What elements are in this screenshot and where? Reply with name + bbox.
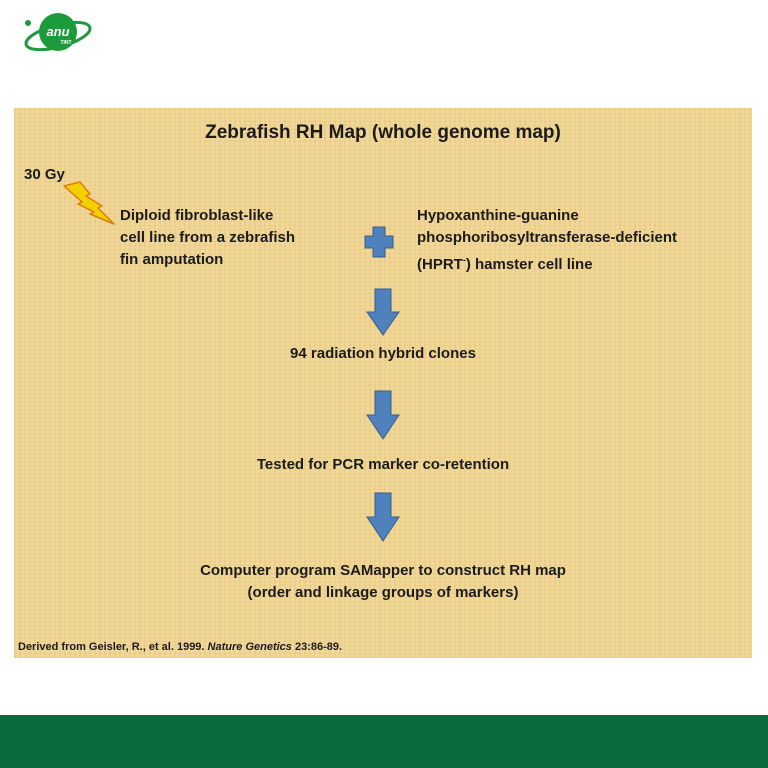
radiation-dose-label: 30 Gy [24,166,65,183]
hprt-suffix: ) hamster cell line [465,256,593,273]
samapper-step [14,560,752,604]
hprt-prefix: (HPRT [417,256,463,273]
plus-icon [364,226,394,258]
footer-bar [0,715,768,768]
samapper-step-line-2: (order and linkage groups of markers) [247,584,519,601]
arrow-down-icon [365,492,401,542]
citation-authors: Derived from Geisler, R., et al. 1999. [18,641,208,653]
logo-text: anu [46,24,70,39]
recipient-cell-line-3 [417,249,677,276]
citation [18,641,342,653]
samapper-step-line-1: Computer program SAMapper to construct RH map [200,562,566,579]
citation-journal: Nature Genetics [207,641,292,653]
arrow-down-icon [365,390,401,440]
donor-cell-line-3: fin amputation [120,251,224,268]
radiation-hybrid-clones-step: 94 radiation hybrid clones [290,345,476,362]
hprt-superscript: - [462,255,466,265]
slide-title: Zebrafish RH Map (whole genome map) [205,122,561,143]
logo-subtext: TINT [60,40,72,46]
lightning-bolt-icon [62,180,118,228]
recipient-cell-line-2: phosphoribosyltransferase-deficient [417,229,678,246]
slide-panel [14,108,752,658]
donor-cell-line-text [120,205,295,271]
citation-volume: 23:86-89. [291,641,343,653]
recipient-cell-line-1: Hypoxanthine-guanine [417,207,579,224]
logo [8,6,104,62]
recipient-cell-line-text [417,205,677,276]
arrow-down-icon [365,288,401,336]
donor-cell-line-1: Diploid fibroblast-like [120,207,274,224]
donor-cell-line-2: cell line from a zebrafish [120,229,296,246]
pcr-marker-step: Tested for PCR marker co-retention [256,456,510,473]
